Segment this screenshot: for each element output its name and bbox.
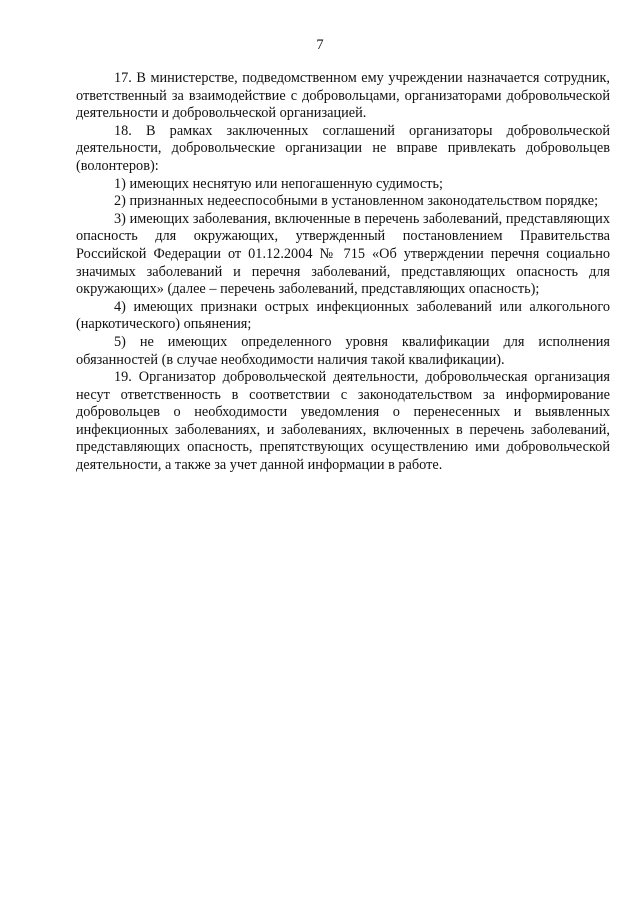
document-body: [76, 70, 610, 475]
paragraph-18: 18. В рамках заключенных соглашений организаторы добровольческой деятельности, добровольческие организации не вправе привлекать добровольцев (волонтеров):: [76, 122, 610, 174]
paragraph-17: 17. В министерстве, подведомственном ему учреждении назначается сотрудник, ответственный за взаимодействие с добровольцами, организаторами добровольческой деятельности и добровольческой организацией.: [76, 70, 610, 122]
list-item-4: 4) имеющих признаки острых инфекционных заболеваний или алкогольного (наркотического) опьянения;: [76, 298, 610, 333]
paragraph-19: 19. Организатор добровольческой деятельности, добровольческая организация несут ответственность в соответствии с законодательством за информирование добровольцев о необходимости уведомления о перенесенных и выявленных инфекционных заболеваниях, и заболеваниях, включенных в перечень заболеваний, представляющих опасность, препятствующих осуществлению ими добровольческой деятельности, а также за учет данной информации в работе.: [76, 369, 610, 474]
list-item-1: 1) имеющих неснятую или непогашенную судимость;: [114, 175, 444, 192]
page-number: 7: [316, 37, 324, 53]
list-item-3: 3) имеющих заболевания, включенные в перечень заболеваний, представляющих опасность для окружающих, утвержденный постановлением Правительства Российской Федерации от 01.12.2004 № 715 «Об утверждении перечня социально значимых заболеваний и перечня заболеваний, представляющих опасность для окружающих» (далее – перечень заболеваний, представляющих опасность);: [76, 210, 610, 298]
list-item-2: 2) признанных недееспособными в установленном законодательством порядке;: [114, 193, 599, 210]
list-item-5: 5) не имеющих определенного уровня квалификации для исполнения обязанностей (в случае необходимости наличия такой квалификации).: [76, 333, 610, 368]
